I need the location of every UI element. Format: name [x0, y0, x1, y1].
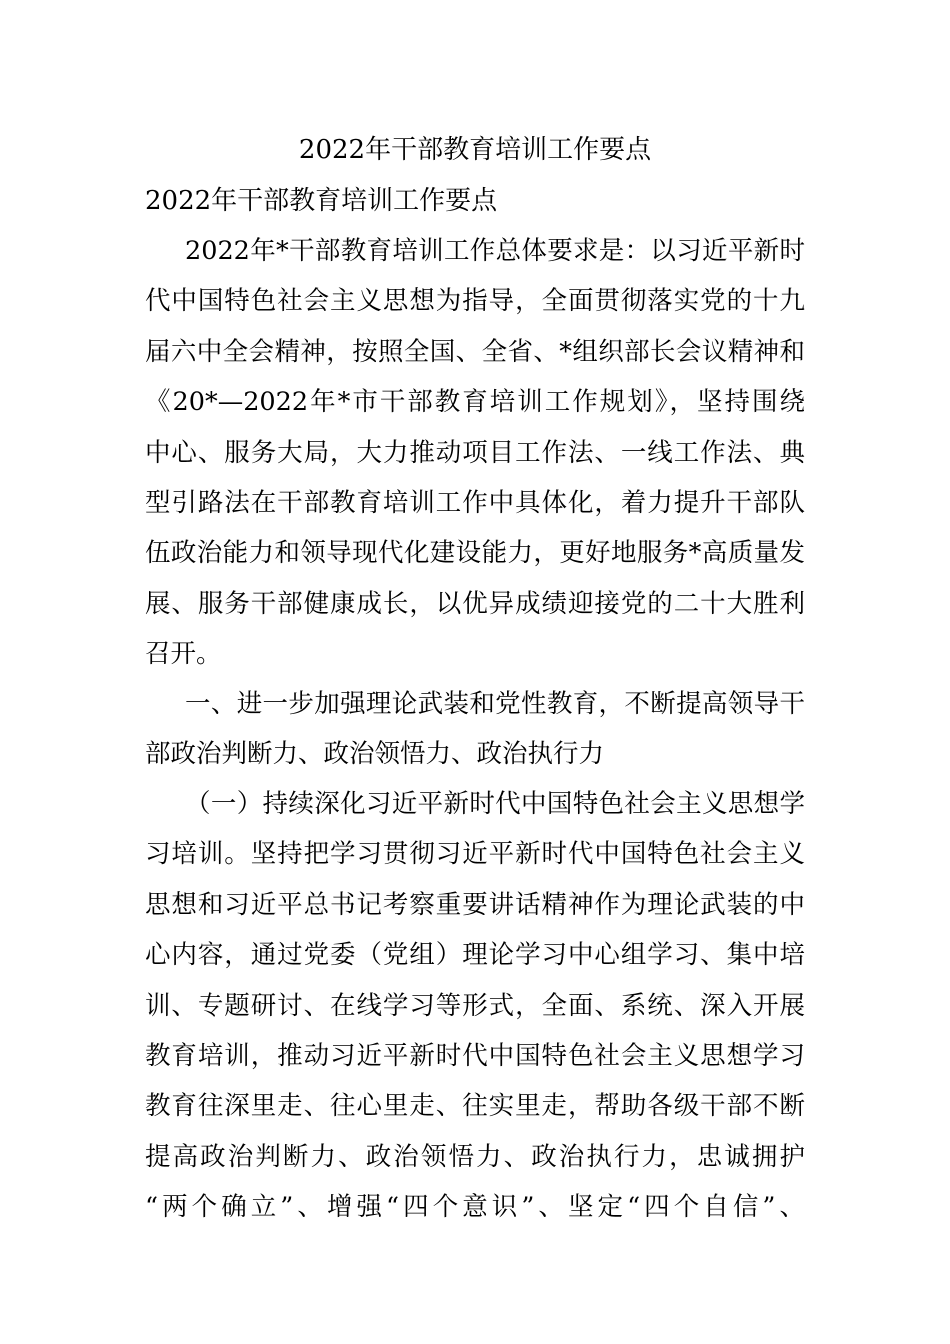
text-line: 2022年*干部教育培训工作总体要求是：以习近平新时 — [185, 236, 805, 266]
paragraph-theory-training — [145, 786, 805, 1240]
text-line: 习培训。坚持把学习贯彻习近平新时代中国特色社会主义 — [145, 839, 805, 870]
text-line: 型引路法在干部教育培训工作中具体化，着力提升干部队 — [145, 487, 805, 518]
text-line: 心内容，通过党委（党组）理论学习中心组学习、集中培 — [145, 940, 805, 971]
document-subtitle: 2022年干部教育培训工作要点 — [145, 186, 498, 216]
paragraph-overall-requirements — [145, 233, 805, 687]
text-line: （一）持续深化习近平新时代中国特色社会主义思想学 — [185, 789, 805, 819]
text-line: 《20*—2022年*市干部教育培训工作规划》，坚持围绕 — [145, 387, 805, 418]
text-line: 展、服务干部健康成长，以优异成绩迎接党的二十大胜利 — [145, 588, 805, 619]
text-line: 训、专题研讨、在线学习等形式，全面、系统、深入开展 — [145, 990, 805, 1021]
text-line: 届六中全会精神，按照全国、全省、*组织部长会议精神和 — [145, 336, 805, 367]
section-heading-one — [145, 686, 805, 787]
text-line: 伍政治能力和领导现代化建设能力，更好地服务*高质量发 — [145, 538, 805, 569]
text-line: 中心、服务大局，大力推动项目工作法、一线工作法、典 — [145, 437, 805, 468]
text-line: 召开。 — [145, 639, 222, 670]
document-title: 2022年干部教育培训工作要点 — [298, 135, 652, 165]
text-line: 一、进一步加强理论武装和党性教育，不断提高领导干 — [185, 689, 805, 719]
text-line: 代中国特色社会主义思想为指导，全面贯彻落实党的十九 — [145, 286, 805, 317]
text-line: 思想和习近平总书记考察重要讲话精神作为理论武装的中 — [145, 889, 805, 920]
text-line: “两个确立”、增强“四个意识”、坚定“四个自信”、 — [145, 1192, 805, 1223]
text-line: 提高政治判断力、政治领悟力、政治执行力，忠诚拥护 — [145, 1141, 805, 1172]
text-line: 教育往深里走、往心里走、往实里走，帮助各级干部不断 — [145, 1091, 805, 1122]
text-line: 部政治判断力、政治领悟力、政治执行力 — [145, 739, 605, 770]
text-line: 教育培训，推动习近平新时代中国特色社会主义思想学习 — [145, 1040, 805, 1071]
